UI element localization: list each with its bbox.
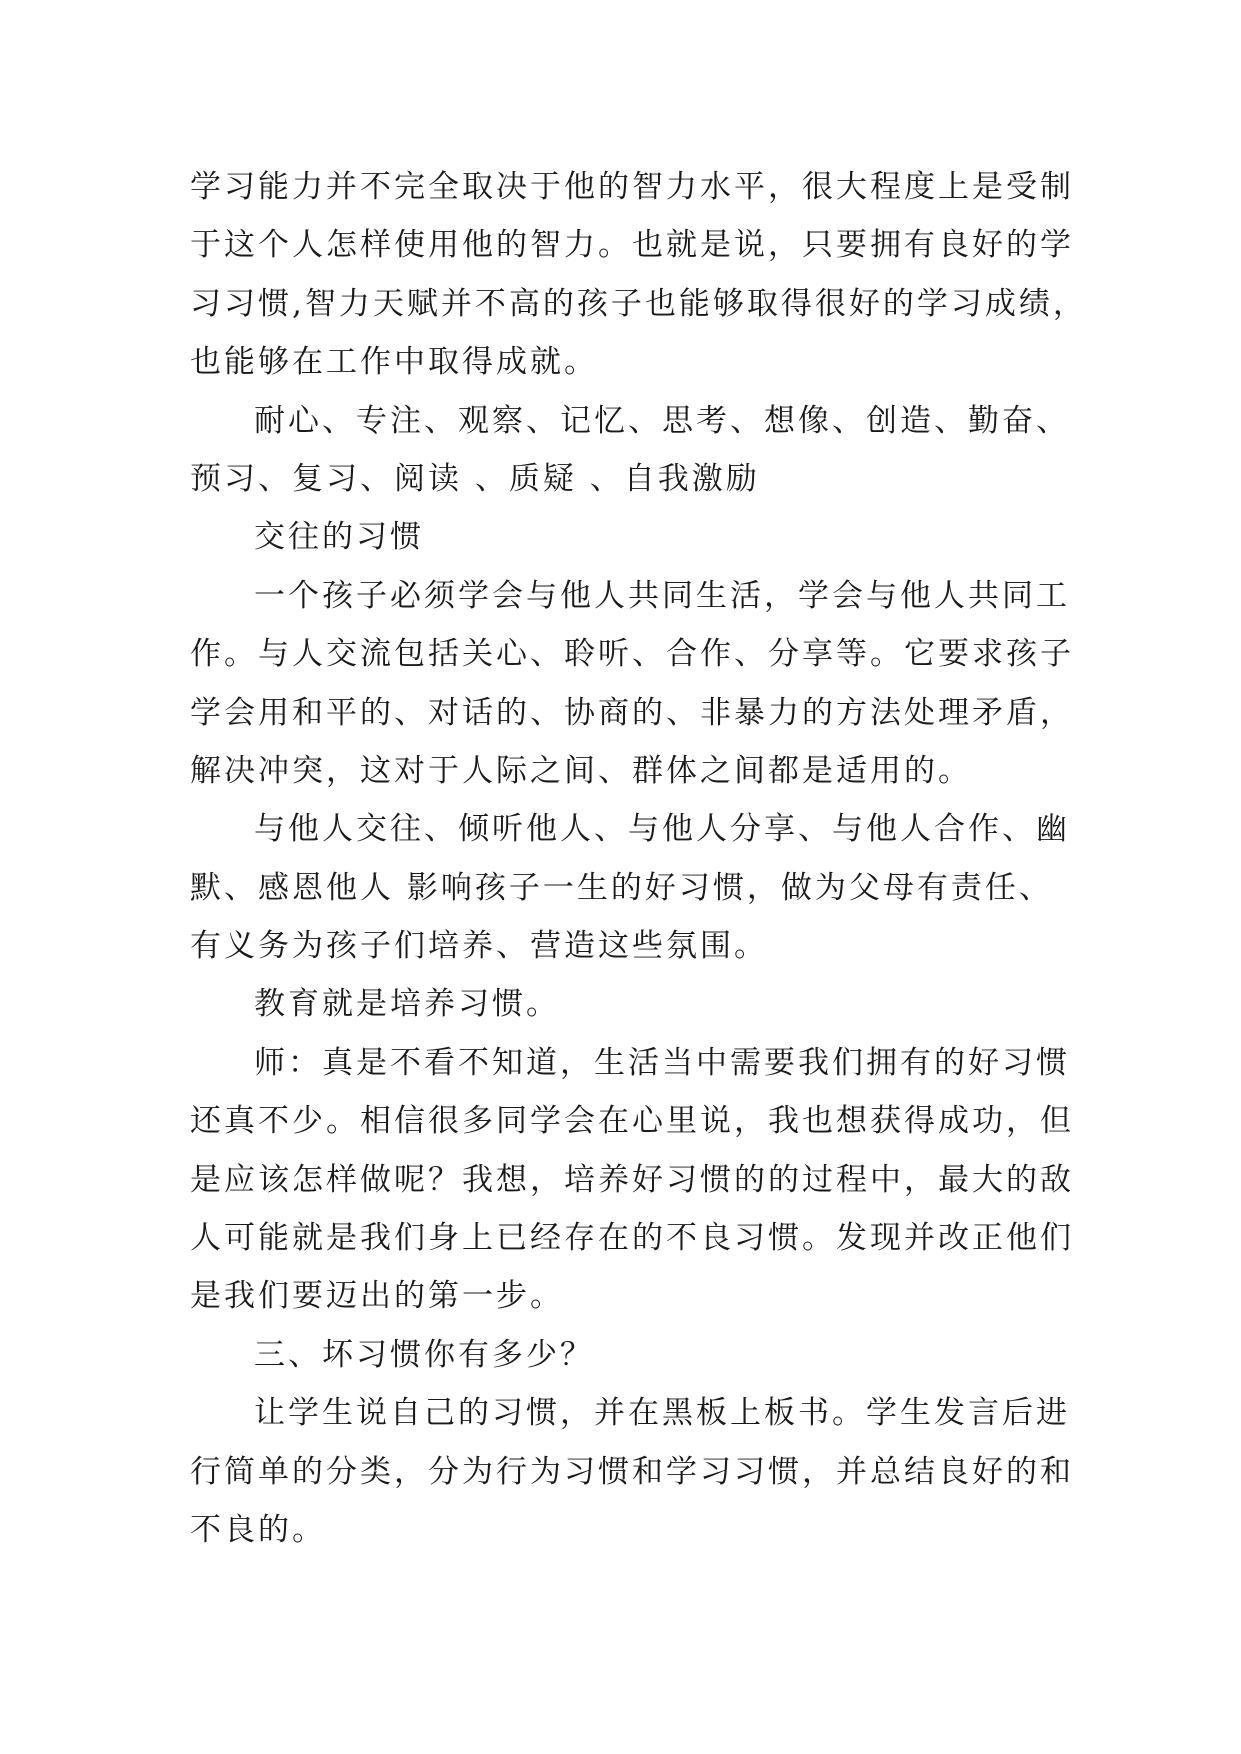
text-line: 让学生说自己的习惯，并在黑板上板书。学生发言后进	[254, 1395, 1070, 1432]
document-body	[190, 158, 1087, 1559]
text-line: 有义务为孩子们培养、营造这些氛围。	[190, 928, 768, 965]
text-line: 默、感恩他人 影响孩子一生的好习惯，做为父母有责任、	[190, 869, 1053, 906]
text-line: 学会用和平的、对话的、协商的、非暴力的方法处理矛盾，	[190, 694, 1074, 731]
text-line: 一个孩子必须学会与他人共同生活，学会与他人共同工	[254, 577, 1070, 614]
text-line: 预习、复习、阅读 、质疑 、自我激励	[190, 460, 760, 497]
text-line: 学习能力并不完全取决于他的智力水平，很大程度上是受制	[190, 169, 1074, 205]
text-line: 与他人交往、倾听他人、与他人分享、与他人合作、幽	[254, 811, 1070, 848]
text-line: 习习惯,智力天赋并不高的孩子也能够取得很好的学习成绩，	[190, 285, 1087, 322]
text-line: 解决冲突，这对于人际之间、群体之间都是适用的。	[190, 752, 972, 789]
text-line: 还真不少。相信很多同学会在心里说，我也想获得成功，但	[190, 1103, 1074, 1140]
text-line: 行简单的分类，分为行为习惯和学习习惯，并总结良好的和	[190, 1453, 1074, 1490]
text-line: 是我们要迈出的第一步。	[190, 1278, 564, 1315]
section-heading: 三、坏习惯你有多少？	[254, 1336, 594, 1373]
text-line: 不良的。	[190, 1511, 326, 1548]
text-line: 作。与人交流包括关心、聆听、合作、分享等。它要求孩子	[190, 636, 1074, 673]
text-line: 人可能就是我们身上已经存在的不良习惯。发现并改正他们	[190, 1220, 1074, 1257]
text-line: 教育就是培养习惯。	[254, 986, 560, 1023]
text-line: 是应该怎样做呢？我想，培养好习惯的的过程中，最大的敌	[190, 1161, 1074, 1198]
text-line: 耐心、专注、观察、记忆、思考、想像、创造、勤奋、	[254, 402, 1070, 439]
text-line: 于这个人怎样使用他的智力。也就是说，只要拥有良好的学	[190, 227, 1074, 264]
text-line: 师：真是不看不知道，生活当中需要我们拥有的好习惯	[254, 1044, 1070, 1081]
section-heading: 交往的习惯	[254, 519, 424, 556]
text-line: 也能够在工作中取得成就。	[190, 344, 598, 381]
